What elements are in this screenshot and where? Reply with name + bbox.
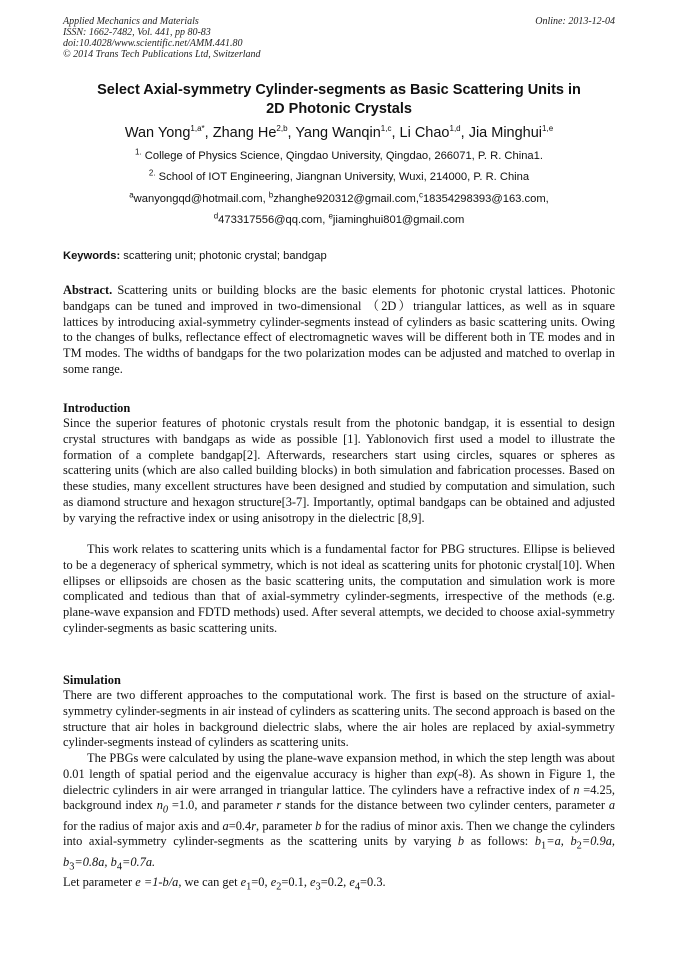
email-sup: c [418,190,423,200]
simulation-paragraph-2 [63,751,615,895]
math-n0-sub: 0 [162,804,169,816]
math-b: b [457,834,465,849]
math-n: n [573,782,580,797]
online-date: Online: 2013-12-04 [535,16,615,27]
keywords-text: scattering unit; photonic crystal; bandgap [120,250,327,262]
author-name: Jia Minghui [468,125,543,141]
math-sub: 2 [576,840,582,852]
math-sub: 3 [69,861,75,873]
math-sub: 4 [116,861,122,873]
math-rhs: =a, [546,834,571,849]
author-sup: 1,e [542,124,554,134]
math-rhs: =0, [251,874,271,889]
author-list: Wan Yong$^{1,a*}$, Zhang He$^{2,b}$, Yang Wanqin$^{1,c}$, Li Chao$^{1,d}$, Jia Minghui$^{1,e}$ [124,124,554,141]
math-a: a [608,798,616,813]
text-run: Let parameter [63,874,136,889]
email-sup: e [328,211,333,221]
email-address: 18354298393@163.com, [422,193,549,205]
email-line-2 [40,213,638,227]
introduction-heading: Introduction [63,401,131,415]
math-rhs: =0.9a, [581,834,615,849]
affiliation-text: College of Physics Science, Qingdao University, Qingdao, 266071, P. R. China1. [144,150,543,162]
abstract-label: Abstract. [63,283,113,297]
email-address: 473317556@qq.com, [218,214,329,226]
text-run: we can get [181,874,241,889]
keywords [63,249,615,263]
affiliation-1 [40,149,638,163]
author-name: Wan Yong [124,125,191,141]
math-rhs: =0.7a. [122,854,156,869]
keywords-label: Keywords: [63,250,121,262]
math-e: e [270,874,277,889]
text-run: , parameter [256,818,316,833]
affiliation-sup: 2. [148,168,156,178]
math-b: b [534,834,542,849]
math-n0: n [156,798,163,813]
email-address: zhanghe920312@gmail.com, [273,193,419,205]
paper-title [60,81,618,119]
email-sup: a [129,190,134,200]
math-b: b [315,818,322,833]
math-rhs: =0.1, [281,874,311,889]
text-run: for the radius of major axis and [63,818,223,833]
math-sub: 1 [541,840,547,852]
title-line-1: Select Axial-symmetry Cylinder-segments as Basic Scattering Units in [97,82,581,98]
math-sub: 4 [354,881,361,893]
affiliation-sup: 1. [135,147,142,157]
affiliation-text: School of IOT Engineering, Jiangnan University, Wuxi, 214000, P. R. China [158,171,530,183]
math-b: b [63,854,70,869]
math-a: a [222,818,229,833]
author-sup: 1,d [449,124,461,134]
simulation-heading: Simulation [63,673,121,687]
math-e: e [310,874,316,889]
doi-line: doi:10.4028/www.scientific.net/AMM.441.80 [63,38,243,49]
math-r: r [251,818,257,833]
author-name: Zhang He [212,125,277,141]
email-address: wanyongqd@hotmail.com, [133,193,269,205]
math-sub: 2 [276,881,282,893]
copyright-line: © 2014 Trans Tech Publications Ltd, Switzerland [63,49,261,60]
math-r: r [276,798,282,813]
math-b: b [570,834,577,849]
introduction-paragraph-1: Since the superior features of photonic crystals result from the photonic bandgap, it is essential to design crystal structures with bandgaps as wide as possible [1]. Yablonovich first used a model to illustrate the formation of a complete bandgap[2]. Afterwards, researchers start using circles, squares or spheres as scattering units (which are also called building blocks) in both simulation and fabrication processes. Based on these studies, many excellent structures have been designed and studied by computation and simulation, such as diamond structure and hexagon structure[3-7]. Importantly, optimal bandgaps can be obtained and adjusted by varying the refractive index or using anisotropy in the dielectric [8,9]. [63,416,615,525]
math-rhs: =0.3. [360,874,386,889]
math-e-def: e =1-b/a, [135,874,182,889]
math-sub: 3 [315,881,321,893]
math-sub: 1 [246,881,252,893]
math-b: b [110,854,117,869]
email-address: jiaminghui801@gmail.com [332,214,465,226]
email-sup: b [268,190,274,200]
math-e: e [349,874,355,889]
text-run: as follows: [464,834,535,849]
text-run: =1.0, and parameter [168,798,277,813]
journal-header [63,16,615,60]
text-run: for the radius of minor axis. Then we change the cylinders into axial-symmetry cylinder-segments as the scattering units by varying [63,818,615,849]
text-run: stands for the distance between two cylinder centers, parameter [281,798,609,813]
text-run: The PBGs were calculated by using the plane-wave expansion method, in which the step length was about 0.01 length of spatial period and the eigenvalue accuracy is higher than [63,751,615,781]
title-line-2: 2D Photonic Crystals [266,101,412,117]
text-run: =4.25, background index [63,782,615,813]
text-run: =0.4 [228,818,252,833]
author-sup: 2,b [276,124,288,134]
author-name: Li Chao [399,125,450,141]
author-name: Yang Wanqin [295,125,381,141]
issn-line: ISSN: 1662-7482, Vol. 441, pp 80-83 [63,27,211,38]
affiliation-2 [40,170,638,184]
math-exp: exp [436,766,455,781]
text-run: (-8). As shown in Figure 1, the dielectric cylinders in air were arranged in triangular lattice. The cylinders have a refractive index of [63,766,615,797]
abstract-text: Scattering units or building blocks are the basic elements for photonic crystal lattices. Photonic bandgaps can be tuned and improved in two-dimensional （2D）triangular lattices, as well as in square lattices by introducing axial-symmetry cylinder-segments instead of cylinders as basic scattering units. Owing to the changes of bulks, reflectance effect of electromagnetic waves will be different both in TE modes and in TM modes. The widths of bandgaps for the two polarization modes can be adjusted and matched to overlap in some range. [63,283,615,376]
journal-name: Applied Mechanics and Materials [63,16,199,27]
math-rhs: =0.2, [320,874,350,889]
math-e: e [240,874,247,889]
abstract-paragraph [63,283,615,378]
email-line-1 [40,192,638,206]
email-sup: d [213,211,219,221]
introduction-paragraph-2: This work relates to scattering units which is a fundamental factor for PBG structures. Ellipse is believed to be a degeneracy of spherical symmetry, which is not ideal as scattering units for photonic crystal[10]. When ellipses or ellipsoids are chosen as the basic scattering units, the computation and simulation work is more complicated and tedious than that of axial-symmetry cylinder-segments, irrespective of the methods (e.g. plane-wave expansion and FDTD methods) used. After several attempts, we decided to choose axial-symmetry cylinder-segments as basic scattering units. [63,542,615,635]
simulation-paragraph-1: There are two different approaches to the computational work. The first is based on the structure of axial-symmetry cylinder-segments in air instead of cylinders as scattering units. The second approach is based on the structure that air holes in background dielectric slabs, where the air holes are replaced by axial-symmetry cylinder-segments instead of cylinders as scattering units. [63,688,615,750]
author-sup: 1,a* [190,124,205,134]
author-sup: 1,c [380,124,392,134]
math-rhs: =0.8a, [74,854,111,869]
